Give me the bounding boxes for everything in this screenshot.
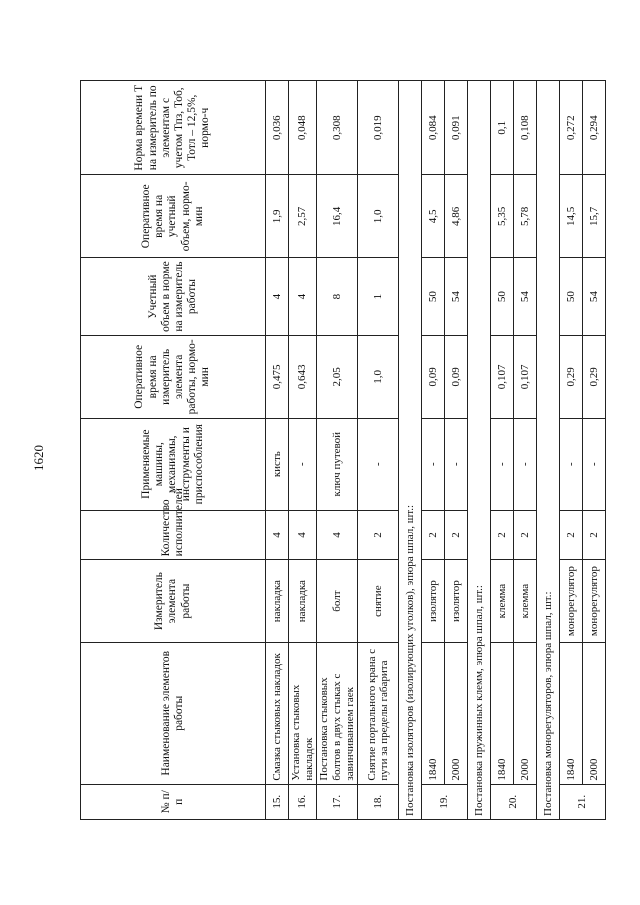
rotated-table-container xyxy=(80,80,600,820)
cell-volume: 54 xyxy=(514,258,537,336)
cell-op-time-volume: 1,9 xyxy=(266,175,289,258)
cell-workers: 2 xyxy=(583,510,606,560)
cell-num: 19. xyxy=(422,784,468,819)
table-row xyxy=(266,81,289,820)
cell-norm: 0,308 xyxy=(317,81,358,176)
table-row xyxy=(289,81,317,820)
cell-volume: 4 xyxy=(289,258,317,336)
cell-name: 2000 xyxy=(514,642,537,784)
cell-tools: - xyxy=(422,418,445,510)
cell-op-time: 2,05 xyxy=(317,336,358,419)
header-workers: Количество исполнителей xyxy=(81,510,266,560)
cell-workers: 2 xyxy=(358,510,399,560)
cell-workers: 2 xyxy=(560,510,583,560)
table-row xyxy=(560,81,583,820)
cell-workers: 2 xyxy=(422,510,445,560)
cell-tools: - xyxy=(289,418,317,510)
cell-meter: снятие xyxy=(358,560,399,643)
cell-tools: - xyxy=(358,418,399,510)
cell-op-time-volume: 2,57 xyxy=(289,175,317,258)
section-title: Постановка монорегуляторов, эпюра шпал, шт.: xyxy=(537,81,560,820)
cell-op-time-volume: 5,78 xyxy=(514,175,537,258)
cell-op-time-volume: 5,35 xyxy=(491,175,514,258)
header-op-time-volume: Оперативное время на учетный объем, нормо-мин xyxy=(81,175,266,258)
cell-volume: 8 xyxy=(317,258,358,336)
section-title-row xyxy=(537,81,560,820)
cell-op-time-volume: 4,5 xyxy=(422,175,445,258)
cell-num: 16. xyxy=(289,784,317,819)
cell-op-time: 0,643 xyxy=(289,336,317,419)
cell-num: 17. xyxy=(317,784,358,819)
cell-meter: накладка xyxy=(289,560,317,643)
cell-workers: 4 xyxy=(317,510,358,560)
cell-op-time: 0,107 xyxy=(491,336,514,419)
cell-workers: 4 xyxy=(289,510,317,560)
cell-op-time-volume: 4,86 xyxy=(445,175,468,258)
cell-op-time-volume: 1,0 xyxy=(358,175,399,258)
section-title-row xyxy=(468,81,491,820)
table-row xyxy=(491,81,514,820)
cell-name: Снятие портального крана с пути за пределы габарита xyxy=(358,642,399,784)
cell-tools: - xyxy=(560,418,583,510)
cell-op-time: 1,0 xyxy=(358,336,399,419)
cell-norm: 0,294 xyxy=(583,81,606,176)
cell-tools: ключ путевой xyxy=(317,418,358,510)
header-name: Наименование элементов работы xyxy=(81,642,266,784)
table-row xyxy=(422,81,445,820)
cell-norm: 0,084 xyxy=(422,81,445,176)
cell-meter: накладка xyxy=(266,560,289,643)
cell-volume: 54 xyxy=(583,258,606,336)
cell-norm: 0,048 xyxy=(289,81,317,176)
cell-meter: монорегулятор xyxy=(560,560,583,643)
cell-num: 20. xyxy=(491,784,537,819)
cell-tools: - xyxy=(514,418,537,510)
header-tools: Применяемые машины, механизмы, инструменты и приспособления xyxy=(81,418,266,510)
table-row xyxy=(514,81,537,820)
header-norm: Норма времени Т на измеритель по элементам с учетом Тпз, Тоб, Тотл – 12,5%, нормо-ч xyxy=(81,81,266,176)
norms-table xyxy=(80,80,606,820)
table-row xyxy=(317,81,358,820)
table-row xyxy=(583,81,606,820)
cell-op-time-volume: 16,4 xyxy=(317,175,358,258)
header-volume: Учетный объем в норме на измеритель работы xyxy=(81,258,266,336)
cell-tools: - xyxy=(491,418,514,510)
cell-name: 1840 xyxy=(491,642,514,784)
table-row xyxy=(445,81,468,820)
section-title-row xyxy=(399,81,422,820)
header-row xyxy=(81,81,266,820)
cell-tools: - xyxy=(445,418,468,510)
cell-name: 2000 xyxy=(583,642,606,784)
cell-norm: 0,272 xyxy=(560,81,583,176)
cell-workers: 2 xyxy=(445,510,468,560)
header-meter: Измеритель элемента работы xyxy=(81,560,266,643)
cell-workers: 4 xyxy=(266,510,289,560)
cell-name: Смазка стыковых накладок xyxy=(266,642,289,784)
cell-meter: болт xyxy=(317,560,358,643)
cell-tools: кисть xyxy=(266,418,289,510)
cell-volume: 1 xyxy=(358,258,399,336)
section-title: Постановка изоляторов (изолирующих уголков), эпюра шпал, шт.: xyxy=(399,81,422,820)
cell-norm: 0,1 xyxy=(491,81,514,176)
cell-meter: клемма xyxy=(514,560,537,643)
cell-volume: 50 xyxy=(560,258,583,336)
cell-meter: изолятор xyxy=(422,560,445,643)
cell-name: Установка стыковых накладок xyxy=(289,642,317,784)
cell-num: 15. xyxy=(266,784,289,819)
cell-norm: 0,036 xyxy=(266,81,289,176)
page-number: 1620 xyxy=(31,445,46,471)
header-op-time: Оперативное время на измеритель элемента работы, нормо-мин xyxy=(81,336,266,419)
cell-num: 21. xyxy=(560,784,606,819)
cell-num: 18. xyxy=(358,784,399,819)
cell-op-time: 0,09 xyxy=(445,336,468,419)
cell-volume: 50 xyxy=(422,258,445,336)
cell-op-time-volume: 15,7 xyxy=(583,175,606,258)
cell-workers: 2 xyxy=(491,510,514,560)
cell-op-time: 0,09 xyxy=(422,336,445,419)
cell-name: Постановка стыковых болтов в двух стыках с завинчиванием гаек xyxy=(317,642,358,784)
cell-name: 1840 xyxy=(560,642,583,784)
cell-name: 2000 xyxy=(445,642,468,784)
section-title: Постановка пружинных клемм, эпюра шпал, шт.: xyxy=(468,81,491,820)
cell-meter: изолятор xyxy=(445,560,468,643)
header-num: № п/п xyxy=(81,784,266,819)
cell-name: 1840 xyxy=(422,642,445,784)
cell-volume: 54 xyxy=(445,258,468,336)
cell-norm: 0,091 xyxy=(445,81,468,176)
cell-op-time-volume: 14,5 xyxy=(560,175,583,258)
cell-norm: 0,108 xyxy=(514,81,537,176)
cell-volume: 50 xyxy=(491,258,514,336)
cell-meter: клемма xyxy=(491,560,514,643)
cell-norm: 0,019 xyxy=(358,81,399,176)
table-row xyxy=(358,81,399,820)
cell-tools: - xyxy=(583,418,606,510)
cell-workers: 2 xyxy=(514,510,537,560)
cell-op-time: 0,29 xyxy=(560,336,583,419)
cell-op-time: 0,29 xyxy=(583,336,606,419)
cell-meter: монорегулятор xyxy=(583,560,606,643)
cell-op-time: 0,107 xyxy=(514,336,537,419)
cell-op-time: 0,475 xyxy=(266,336,289,419)
cell-volume: 4 xyxy=(266,258,289,336)
